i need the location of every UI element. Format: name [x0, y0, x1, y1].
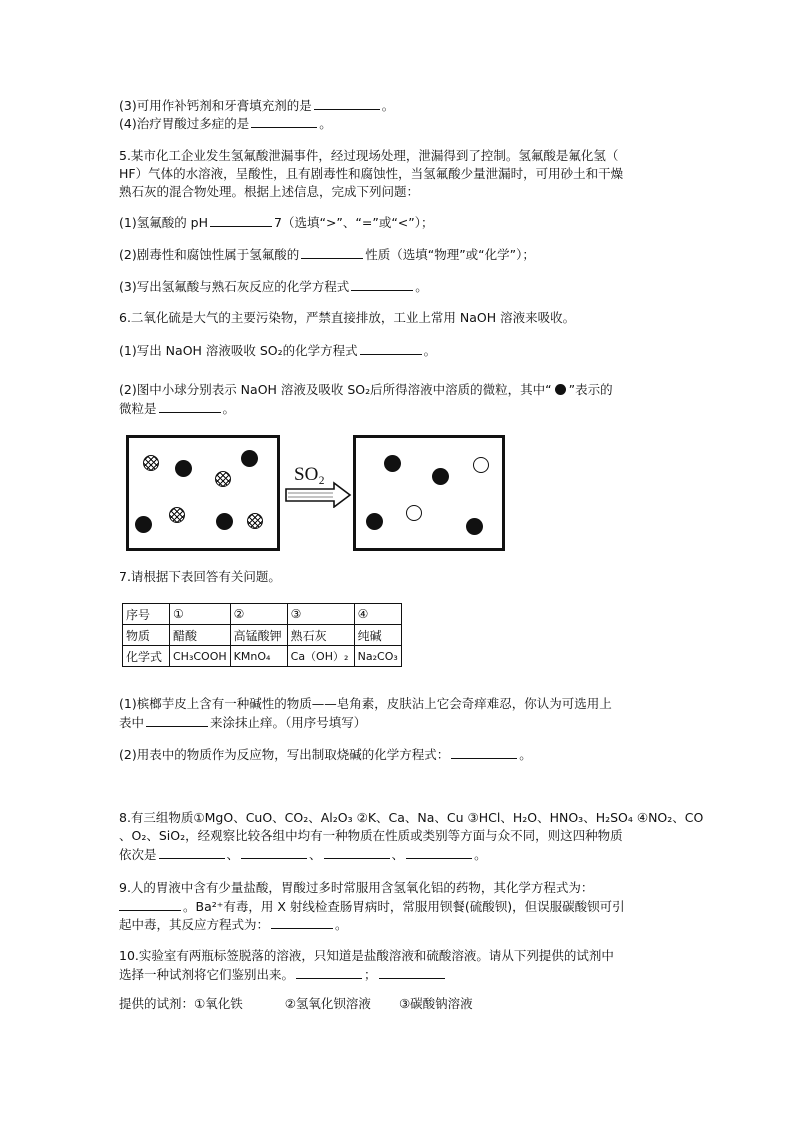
answer-blank[interactable]: [301, 246, 363, 259]
answer-blank[interactable]: [210, 214, 272, 227]
punct: 。: [381, 98, 395, 113]
q7-part-1: (1)槟榔芋皮上含有一种碱性的物质——皂角素，皮肤沾上它会奇痒难忍，你认为可选用上: [119, 696, 612, 711]
q9-text-2: 。Ba²⁺有毒，用 X 射线检查肠胃病时，常服用钡餐(硫酸钡)，但误服碳酸钡可引: [183, 899, 625, 914]
answer-blank[interactable]: [159, 400, 221, 413]
white-ball-icon: [406, 505, 422, 521]
q8-line-2: 、O₂、SiO₂，经观察比较各组中均有一种物质在性质或类别等方面与众不同，则这四种物质: [119, 828, 623, 843]
answer-blank[interactable]: [271, 916, 333, 929]
punct: 、: [226, 847, 240, 862]
q6-p1-text: (1)写出 NaOH 溶液吸收 SO₂的化学方程式: [119, 343, 358, 358]
answer-blank[interactable]: [296, 966, 362, 979]
q7-intro: 7.请根据下表回答有关问题。: [119, 569, 281, 584]
table-cell: 熟石灰: [287, 625, 354, 646]
q10-line-1: 10.实验室有两瓶标签脱落的溶液，只知道是盐酸溶液和硫酸溶液。请从下列提供的试剂中: [119, 948, 614, 963]
hatched-ball-icon: [247, 513, 263, 529]
reagent-2: ②氢氧化钡溶液: [284, 996, 371, 1011]
punct: ；: [364, 967, 377, 982]
black-ball-icon: [175, 460, 192, 477]
reagent-1: 提供的试剂：①氧化铁: [119, 996, 243, 1011]
q9-text-3: 起中毒，其反应方程式为：: [119, 917, 270, 932]
punct: 。: [222, 401, 236, 416]
table-cell: ④: [354, 604, 401, 625]
table-cell: ③: [287, 604, 354, 625]
figure-before-box: [126, 435, 280, 551]
hatched-ball-icon: [143, 455, 159, 471]
table-cell: 高锰酸钾: [230, 625, 287, 646]
punct: 。: [415, 279, 428, 294]
table-cell: 序号: [123, 604, 170, 625]
black-ball-icon: [216, 513, 233, 530]
q6-part-2-cont: [119, 400, 235, 417]
q5-p2-options: 性质（选填“物理”或“化学”）；: [365, 247, 535, 262]
reaction-arrow-icon: [284, 458, 354, 508]
q5-intro-2: HF）气体的水溶液，呈酸性，且有剧毒性和腐蚀性，当氢氟酸少量泄漏时，可用砂土和干燥: [119, 166, 624, 181]
q10-text-2: 选择一种试剂将它们鉴别出来。: [119, 967, 295, 982]
q5-p2-text: (2)剧毒性和腐蚀性属于氢氟酸的: [119, 247, 300, 262]
arrow-label: SO₂: [294, 464, 325, 485]
q5-p1-options: 7（选填“>”、“=”或“<”）；: [274, 215, 434, 230]
q4-line-3: [119, 97, 394, 114]
q5-part-3: [119, 278, 428, 295]
substance-table: [122, 603, 402, 667]
q5-intro-1: 5.某市化工企业发生氢氟酸泄漏事件，经过现场处理，泄漏得到了控制。氢氟酸是氟化氢（: [119, 148, 619, 163]
answer-blank[interactable]: [324, 846, 390, 859]
q7-p1-text-c: 来涂抹止痒。（用序号填写）: [210, 715, 367, 730]
q7-p2-text: (2)用表中的物质作为反应物，写出制取烧碱的化学方程式：: [119, 747, 450, 762]
answer-blank[interactable]: [159, 846, 225, 859]
q4-text-3: (3)可用作补钙剂和牙膏填充剂的是: [119, 98, 312, 113]
q6-intro: 6.二氧化硫是大气的主要污染物，严禁直接排放，工业上常用 NaOH 溶液来吸收。: [119, 310, 576, 325]
q4-line-4: [119, 115, 332, 132]
q6-p2-text: (2)图中小球分别表示 NaOH 溶液及吸收 SO₂后所得溶液中溶质的微粒，其中“: [119, 382, 552, 397]
punct: 。: [423, 343, 437, 358]
answer-blank[interactable]: [241, 846, 307, 859]
answer-blank[interactable]: [379, 966, 445, 979]
answer-blank[interactable]: [146, 714, 208, 727]
q5-part-1: [119, 214, 434, 231]
answer-blank[interactable]: [351, 278, 413, 291]
q5-p3-text: (3)写出氢氟酸与熟石灰反应的化学方程式: [119, 279, 350, 294]
q8-line-3: [119, 846, 487, 863]
table-cell: Ca（OH）₂: [287, 646, 354, 667]
q10-line-2: [119, 966, 447, 983]
table-cell: Na₂CO₃: [354, 646, 401, 667]
q6-part-1: [119, 342, 436, 359]
black-ball-icon: [366, 513, 383, 530]
punct: 、: [391, 847, 405, 862]
figure-after-box: [353, 435, 505, 551]
reagent-3: ③碳酸钠溶液: [398, 996, 473, 1011]
answer-blank[interactable]: [119, 898, 181, 911]
q5-p1-text: (1)氢氟酸的 pH: [119, 215, 209, 230]
white-ball-icon: [473, 457, 489, 473]
punct: 。: [335, 917, 348, 932]
black-ball-icon: [432, 468, 449, 485]
answer-blank[interactable]: [451, 746, 517, 759]
table-cell: ①: [170, 604, 231, 625]
punct: 。: [319, 116, 332, 131]
black-ball-icon: [466, 518, 483, 535]
table-row: [123, 646, 402, 667]
answer-blank[interactable]: [360, 342, 422, 355]
q9-line-2: [119, 898, 625, 915]
table-cell: 化学式: [123, 646, 170, 667]
q10-reagents: [119, 996, 473, 1012]
punct: 。: [474, 847, 487, 862]
black-ball-icon: [135, 516, 152, 533]
q9-line-1: 9.人的胃液中含有少量盐酸，胃酸过多时常服用含氢氧化铝的药物，其化学方程式为：: [119, 880, 594, 895]
q7-part-2: [119, 746, 532, 763]
table-cell: KMnO₄: [230, 646, 287, 667]
hatched-ball-icon: [215, 471, 231, 487]
q6-p2-text-b: ”表示的: [568, 382, 613, 397]
answer-blank[interactable]: [406, 846, 472, 859]
answer-blank[interactable]: [251, 115, 317, 128]
q4-text-4: (4)治疗胃酸过多症的是: [119, 116, 250, 131]
q6-p2-text-c: 微粒是: [119, 401, 157, 416]
q7-p1-text-b: 表中: [119, 715, 145, 730]
table-row: [123, 625, 402, 646]
table-row: [123, 604, 402, 625]
black-ball-icon: [555, 384, 566, 395]
table-cell: 物质: [123, 625, 170, 646]
q8-text: 依次是: [119, 847, 157, 862]
q6-part-2: [119, 382, 613, 398]
q5-part-2: [119, 246, 535, 263]
q9-line-3: [119, 916, 348, 933]
black-ball-icon: [384, 455, 401, 472]
table-cell: 纯碱: [354, 625, 401, 646]
q7-part-1-cont: [119, 714, 366, 731]
q8-line-1: 8.有三组物质①MgO、CuO、CO₂、Al₂O₃ ②K、Ca、Na、Cu ③HCl、H₂O、HNO₃、H₂SO₄ ④NO₂、CO: [119, 810, 704, 825]
punct: 。: [519, 747, 532, 762]
table-cell: 醋酸: [170, 625, 231, 646]
black-ball-icon: [241, 450, 258, 467]
table-cell: CH₃COOH: [170, 646, 231, 667]
q5-intro-3: 熟石灰的混合物处理。根据上述信息，完成下列问题：: [119, 184, 420, 199]
table-cell: ②: [230, 604, 287, 625]
answer-blank[interactable]: [314, 97, 380, 110]
hatched-ball-icon: [169, 507, 185, 523]
punct: 、: [309, 847, 322, 862]
